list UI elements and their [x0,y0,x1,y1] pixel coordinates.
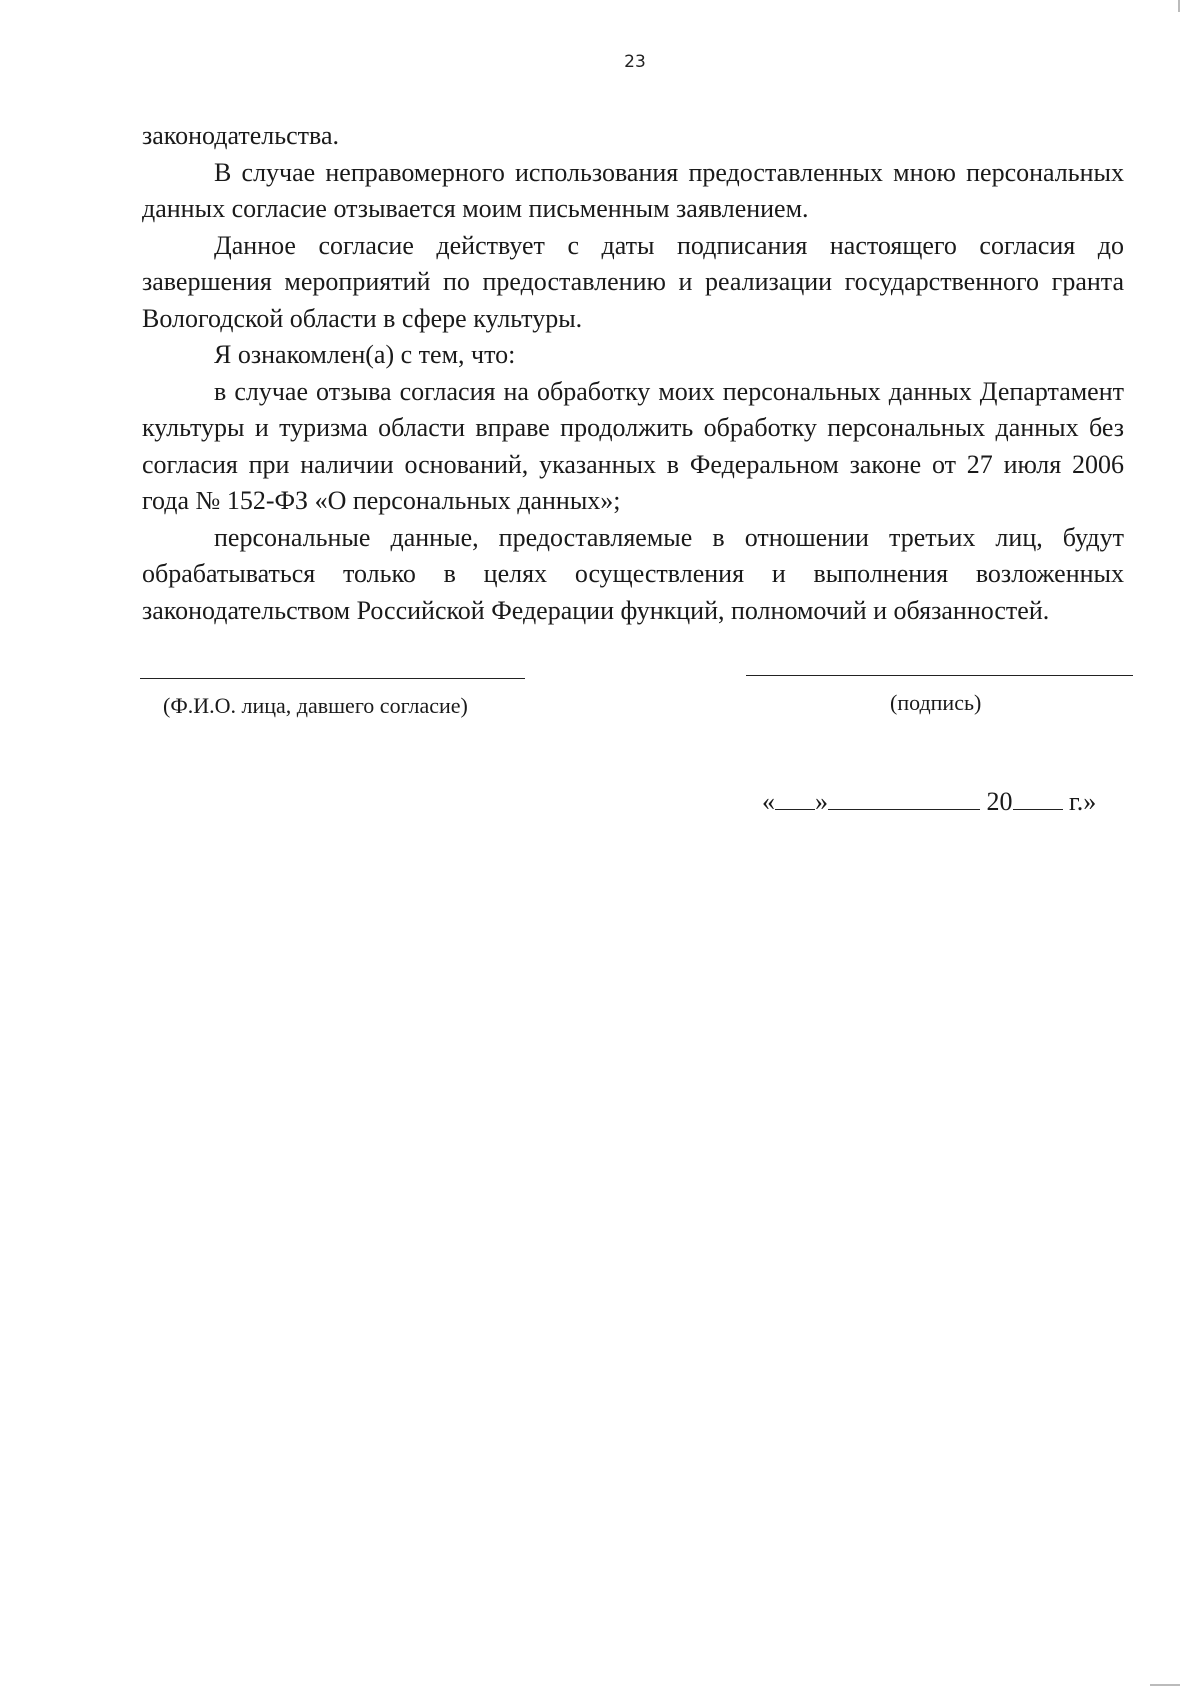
day-blank [775,787,815,810]
paragraph-4: Я ознакомлен(а) с тем, что: [214,340,516,369]
paragraph-3: Данное согласие действует с даты подписания настоящего согласия до завершения мероприятий по предоставлению и реализации государственного гранта Вологодской области в сфере культуры. [142,230,1124,333]
fio-signature-line [140,678,525,679]
date-close-quote: » [815,787,828,816]
date-year-suffix: г.» [1069,787,1097,816]
paragraph-6: персональные данные, предоставляемые в отношении третьих лиц, будут обрабатываться только в целях осуществления и выполнения возложенных законодательством Российской Федерации функций, полномочий и обязанностей. [142,522,1124,625]
paragraph-5: в случае отзыва согласия на обработку моих персональных данных Департамент культуры и туризма области вправе продолжить обработку персональных данных без согласия при наличии оснований, указанных в Федеральном законе от 27 июля 2006 года № 152-ФЗ «О персональных данных»; [142,376,1124,515]
signature-caption: (подпись) [890,690,982,715]
scan-artifact-bottom-right [1150,1684,1180,1686]
date-field [762,787,1096,817]
page-number: 23 [624,52,646,72]
date-open-quote: « [762,787,775,816]
document-body [142,118,1124,629]
paragraph-1: законодательства. [142,121,339,150]
paragraph-2: В случае неправомерного использования предоставленных мною персональных данных согласие отзывается моим письменным заявлением. [142,157,1124,223]
date-century: 20 [986,787,1013,816]
month-blank [828,787,980,810]
scan-artifact-top-right [1178,0,1180,12]
fio-caption: (Ф.И.О. лица, давшего согласие) [163,693,468,718]
year-blank [1013,787,1063,810]
signature-line [746,675,1133,676]
